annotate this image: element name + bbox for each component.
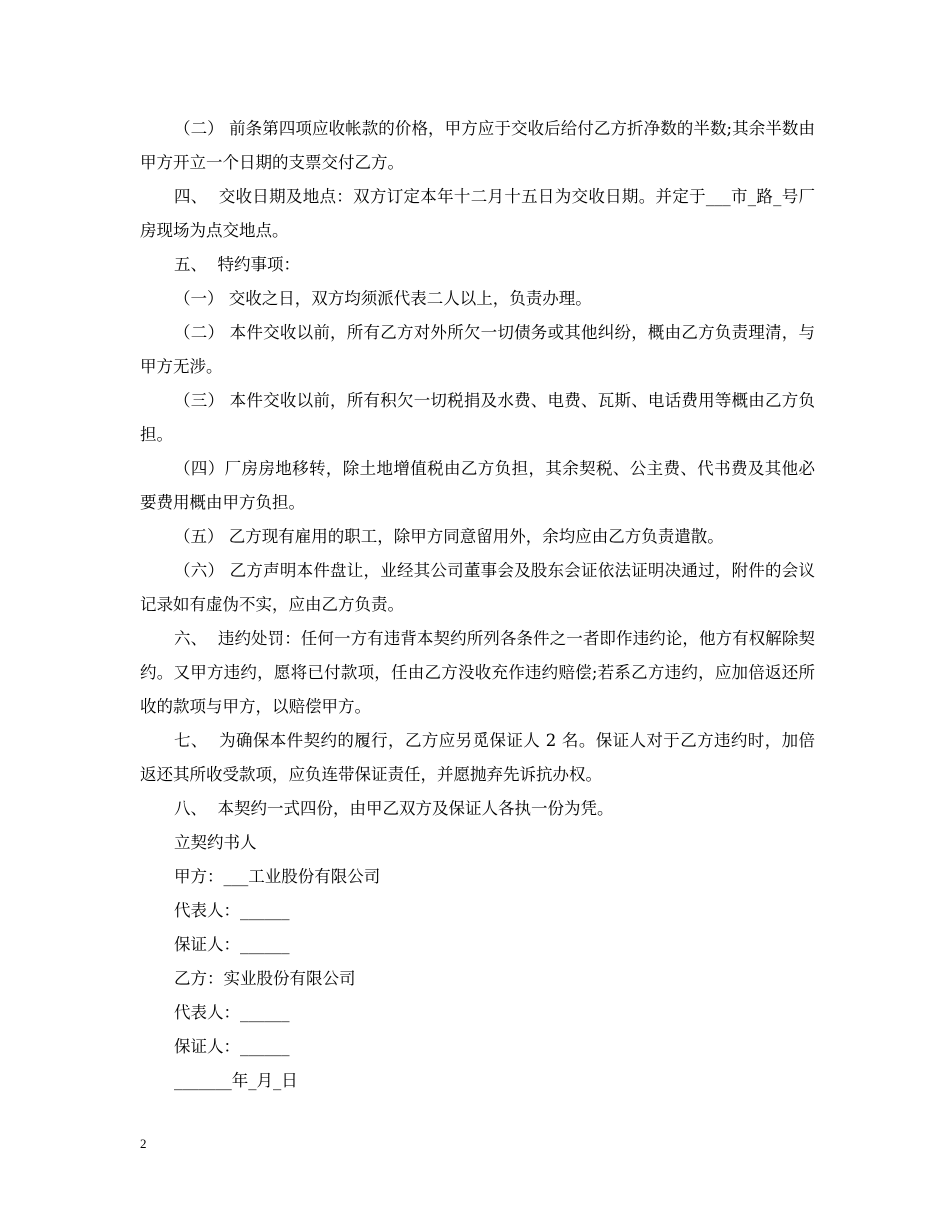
clause-paragraph: 八、 本契约一式四份，由甲乙双方及保证人各执一份为凭。 xyxy=(174,799,614,818)
date-line: _______年_月_日 xyxy=(174,1071,298,1090)
clause-paragraph: 四、 交收日期及地点：双方订定本年十二月十五日为交收日期。并定于___市_路_号厂房现场为点交地点。 xyxy=(140,187,815,240)
party-a-line: 甲方：___工业股份有限公司 xyxy=(174,867,381,886)
clause-paragraph: （一） 交收之日，双方均须派代表二人以上，负责办理。 xyxy=(174,289,592,308)
party-b-representative-line: 代表人：______ xyxy=(174,1003,290,1022)
party-a-guarantor-line: 保证人：______ xyxy=(174,935,290,954)
party-a-representative-line: 代表人：______ xyxy=(174,901,290,920)
clause-paragraph: 五、 特约事项： xyxy=(174,255,300,274)
clause-paragraph: （二） 前条第四项应收帐款的价格，甲方应于交收后给付乙方折净数的半数;其余半数由甲方开立一个日期的支票交付乙方。 xyxy=(140,119,815,172)
page-number: 2 xyxy=(140,1136,147,1151)
clause-paragraph: （五） 乙方现有雇用的职工，除甲方同意留用外，余均应由乙方负责遣散。 xyxy=(174,527,724,546)
party-b-guarantor-line: 保证人：______ xyxy=(174,1037,290,1056)
clause-paragraph: （三） 本件交收以前，所有积欠一切税捐及水费、电费、瓦斯、电话费用等概由乙方负担。 xyxy=(140,391,815,444)
clause-paragraph: （四）厂房房地移转，除土地增值税由乙方负担，其余契税、公主费、代书费及其他必要费用概由甲方负担。 xyxy=(140,459,815,512)
contract-body xyxy=(140,112,815,1098)
clause-paragraph: （六） 乙方声明本件盘让，业经其公司董事会及股东会证依法证明决通过，附件的会议记录如有虚伪不实，应由乙方负责。 xyxy=(140,561,815,614)
clause-paragraph: 六、 违约处罚：任何一方有违背本契约所列各条件之一者即作违约论，他方有权解除契约。又甲方违约，愿将已付款项，任由乙方没收充作违约赔偿;若系乙方违约，应加倍返还所收的款项与甲方，以赔偿甲方。 xyxy=(140,629,815,716)
signatory-heading: 立契约书人 xyxy=(174,833,257,852)
party-b-line: 乙方：实业股份有限公司 xyxy=(174,969,356,988)
clause-paragraph: 七、 为确保本件契约的履行，乙方应另觅保证人 2 名。保证人对于乙方违约时，加倍返还其所收受款项，应负连带保证责任，并愿抛弃先诉抗办权。 xyxy=(140,731,815,784)
clause-paragraph: （二） 本件交收以前，所有乙方对外所欠一切债务或其他纠纷，概由乙方负责理清，与甲方无涉。 xyxy=(140,323,815,376)
